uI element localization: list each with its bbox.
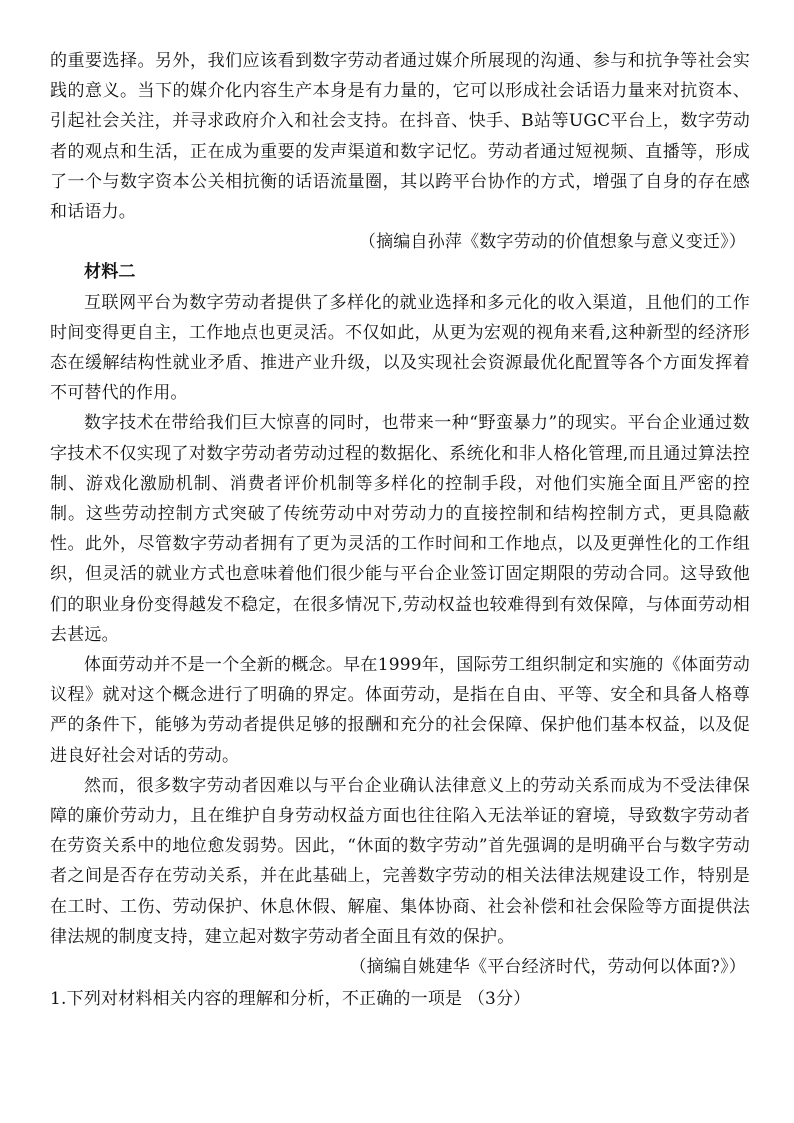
paragraph-intro: 的重要选择。另外，我们应该看到数字劳动者通过媒介所展现的沟通、参与和抗争等社会实践的意义。当下的媒介化内容生产本身是有力量的，它可以形成社会话语力量来对抗资本、引起社会关注，并寻求政府介入和社会支持。在抖音、快手、B站等UGC平台上，数字劳动者的观点和生活，正在成为重要的发声渠道和数字记忆。劳动者通过短视频、直播等，形成了一个与数字资本公关相抗衡的话语流量圈，其以跨平台协作的方式，增强了自身的存在感和话语力。 xyxy=(50,51,750,223)
paragraph-2-1: 互联网平台为数字劳动者提供了多样化的就业选择和多元化的收入渠道，且他们的工作时间变得更自主，工作地点也更灵活。不仅如此，从更为宏观的视角来看,这种新型的经济形态在缓解结构性就业矛盾、推进产业升级，以及实现社会资源最优化配置等各个方面发挥着不可替代的作用。 xyxy=(50,292,750,404)
question-1: 1.下列对材料相关内容的理解和分析，不正确的一项是 （3分） xyxy=(50,989,531,1010)
source-citation-2: （摘编自姚建华《平台经济时代，劳动何以体面?》） xyxy=(349,957,746,978)
source-citation-1: （摘编自孙萍《数字劳动的价值想象与意义变迁》） xyxy=(358,232,746,253)
paragraph-2-2: 数字技术在带给我们巨大惊喜的同时，也带来一种“野蛮暴力”的现实。平台企业通过数字技术不仅实现了对数字劳动者劳动过程的数据化、系统化和非人格化管理,而且通过算法控制、游戏化激励机制、消费者评价机制等多样化的控制手段，对他们实施全面且严密的控制。这些劳动控制方式突破了传统劳动中对劳动力的直接控制和结构控制方式，更具隐蔽性。此外，尽管数字劳动者拥有了更为灵活的工作时间和工作地点，以及更弹性化的工作组织，但灵活的就业方式也意味着他们很少能与平台企业签订固定期限的劳动合同。这导致他们的职业身份变得越发不稳定，在很多情况下,劳动权益也较难得到有效保障，与体面劳动相去甚远。 xyxy=(50,413,750,645)
paragraph-2-4: 然而，很多数字劳动者因难以与平台企业确认法律意义上的劳动关系而成为不受法律保障的廉价劳动力，且在维护自身劳动权益方面也往往陷入无法举证的窘境，导致数字劳动者在劳资关系中的地位愈发弱势。因此，“休面的数字劳动”首先强调的是明确平台与数字劳动者之间是否存在劳动关系，并在此基础上，完善数字劳动的相关法律法规建设工作，特别是在工时、工伤、劳动保护、休息休假、解雇、集体协商、社会补偿和社会保险等方面提供法律法规的制度支持，建立起对数字劳动者全面且有效的保护。 xyxy=(50,775,750,947)
document-page xyxy=(50,46,750,1015)
paragraph-2-3: 体面劳动并不是一个全新的概念。早在1999年，国际劳工组织制定和实施的《体面劳动议程》就对这个概念进行了明确的界定。体面劳动，是指在自由、平等、安全和具备人格尊严的条件下，能够为劳动者提供足够的报酬和充分的社会保障、保护他们基本权益，以及促进良好社会对话的劳动。 xyxy=(50,655,750,766)
material-2-heading: 材料二 xyxy=(84,262,136,283)
